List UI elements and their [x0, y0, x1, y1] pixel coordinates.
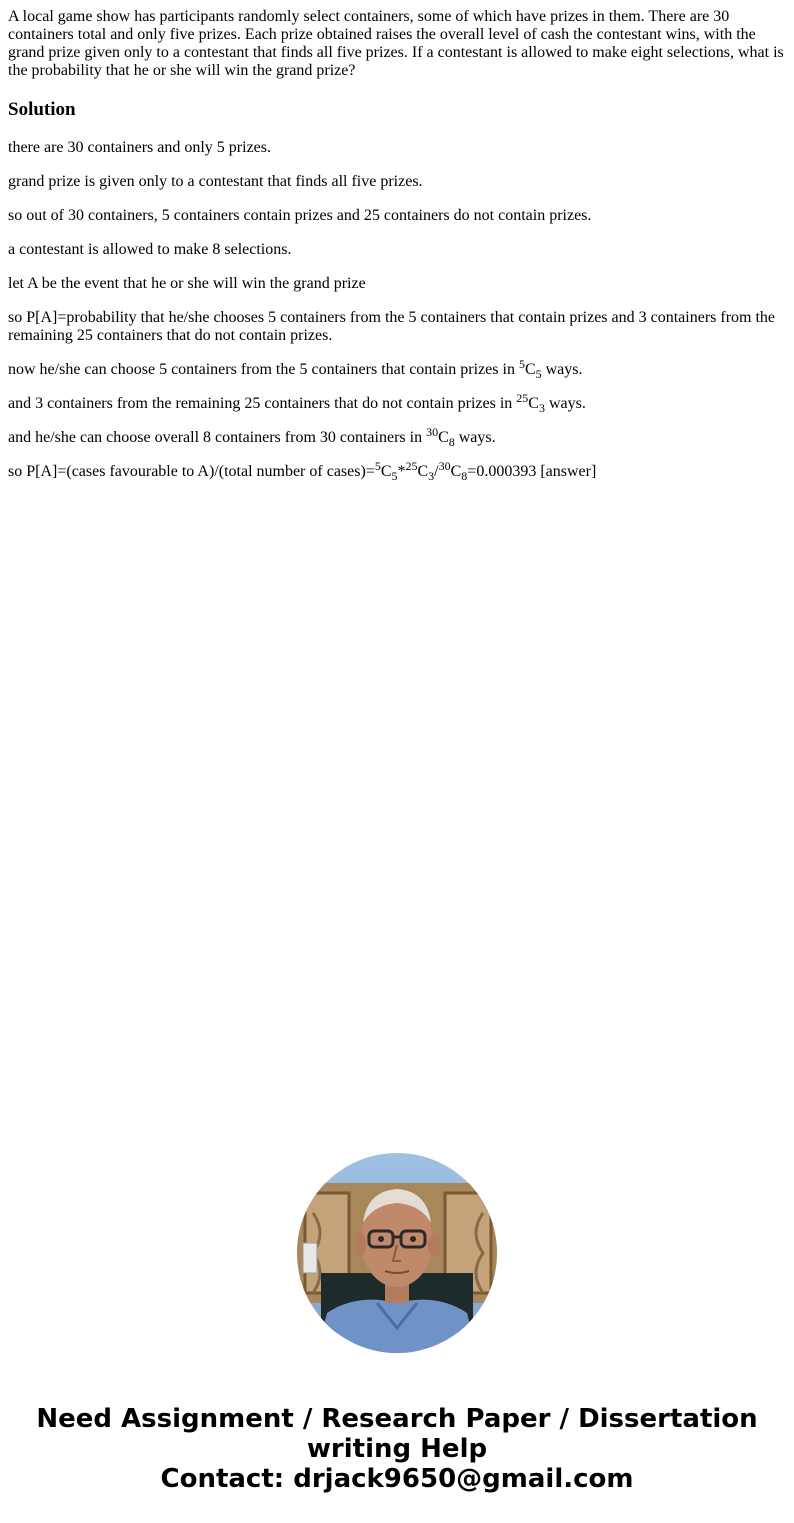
question-text: A local game show has participants randomly select containers, some of which have prizes in them. There are 30 containers total and only five prizes. Each prize obtained raises the overall level of cash the contestant wins, with the grand prize given only to a contestant that finds all five prizes. If a contestant is allowed to make eight selections, what is the probability that he or she will win the grand prize? [8, 8, 784, 79]
solution-line-5: let A be the event that he or she will win the grand prize [8, 275, 366, 292]
solution-line-1: there are 30 containers and only 5 prizes. [8, 139, 272, 156]
line-text: and he/she can choose overall 8 containers from 30 containers in [8, 429, 427, 446]
combination-r: 5 [535, 367, 542, 381]
solution-line-3: so out of 30 containers, 5 containers contain prizes and 25 containers do not contain prizes. [8, 207, 592, 224]
document-body [8, 8, 786, 497]
promo-line-2: writing Help [306, 1434, 488, 1464]
solution-line-9 [8, 425, 786, 449]
solution-line-2: grand prize is given only to a contestant that finds all five prizes. [8, 173, 423, 190]
line-text: now he/she can choose 5 containers from the 5 containers that contain prizes in [8, 361, 519, 378]
combination-symbol: C [450, 463, 462, 480]
combination-n: 5 [374, 459, 381, 473]
combination-r: 3 [538, 401, 545, 415]
solution-line-10 [8, 459, 786, 483]
operator: / [434, 463, 439, 480]
solution-heading: Solution [8, 99, 76, 120]
line-text: =0.000393 [answer] [467, 463, 597, 480]
combination-n: 5 [518, 357, 525, 371]
combination-symbol: C [524, 361, 536, 378]
solution-line-8 [8, 391, 786, 415]
combination-symbol: C [417, 463, 429, 480]
combination-r: 8 [448, 435, 455, 449]
line-text: ways. [544, 395, 586, 412]
combination-r: 8 [461, 469, 468, 483]
combination-n: 30 [426, 425, 439, 439]
combination-r: 3 [428, 469, 435, 483]
tutor-portrait-image [297, 1153, 497, 1353]
combination-n: 25 [405, 459, 418, 473]
line-text: ways. [454, 429, 496, 446]
line-text: ways. [541, 361, 583, 378]
line-text: and 3 containers from the remaining 25 containers that do not contain prizes in [8, 395, 517, 412]
line-text: so P[A]=(cases favourable to A)/(total number of cases)= [8, 463, 375, 480]
solution-line-6: so P[A]=probability that he/she chooses 5 containers from the 5 containers that contain prizes and 3 containers from the remaining 25 containers that do not contain prizes. [8, 309, 776, 344]
combination-n: 30 [438, 459, 451, 473]
solution-line-4: a contestant is allowed to make 8 selections. [8, 241, 292, 258]
promo-contact: Contact: drjack9650@gmail.com [160, 1464, 634, 1494]
promo-banner [0, 1404, 794, 1494]
combination-symbol: C [438, 429, 449, 446]
combination-r: 5 [391, 469, 398, 483]
tutor-avatar [297, 1153, 497, 1353]
combination-symbol: C [528, 395, 539, 412]
combination-symbol: C [380, 463, 392, 480]
promo-line-1: Need Assignment / Research Paper / Dissertation [36, 1404, 758, 1434]
combination-n: 25 [516, 391, 529, 405]
operator: * [397, 463, 406, 480]
solution-line-7 [8, 357, 786, 381]
